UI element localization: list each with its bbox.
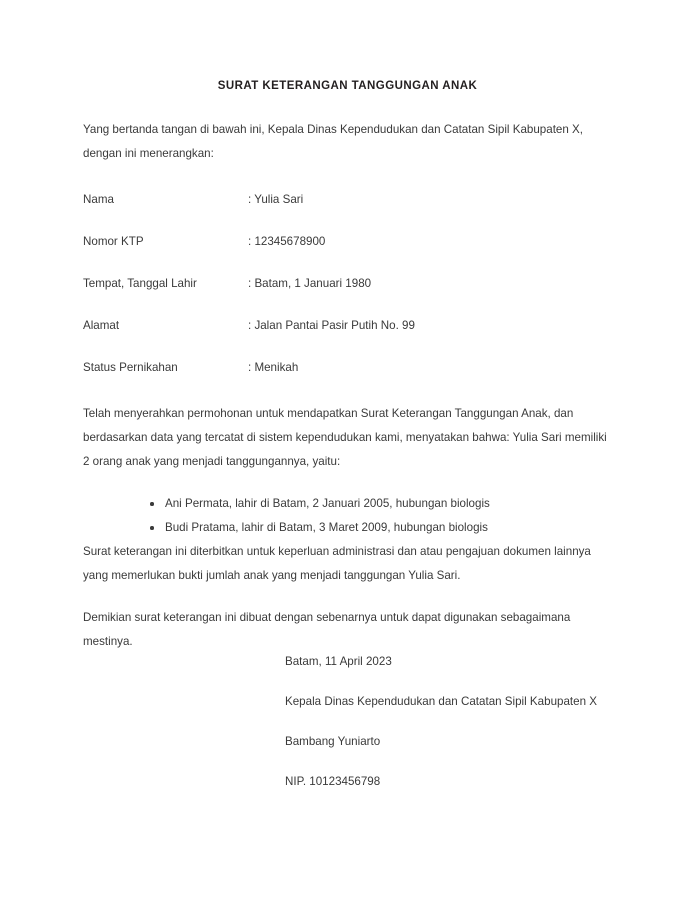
field-value-status-pernikahan: : Menikah — [248, 361, 299, 374]
field-label-tempat-tanggal-lahir: Tempat, Tanggal Lahir — [83, 277, 197, 290]
field-row — [83, 188, 615, 212]
field-row — [83, 230, 615, 254]
field-label-nomor-ktp: Nomor KTP — [83, 235, 144, 248]
field-value-alamat: : Jalan Pantai Pasir Putih No. 99 — [248, 319, 415, 332]
field-row — [83, 272, 615, 296]
field-row — [83, 356, 615, 380]
field-value-nomor-ktp: : 12345678900 — [248, 235, 326, 248]
signature-place-date: Batam, 11 April 2023 — [285, 655, 392, 668]
field-label-alamat: Alamat — [83, 319, 120, 332]
signature-block — [285, 650, 645, 794]
document-title: SURAT KETERANGAN TANGGUNGAN ANAK — [217, 80, 478, 92]
purpose-paragraph: Surat keterangan ini diterbitkan untuk keperluan administrasi dan atau pengajuan dokumen lainnya yang memerlukan bukti jumlah anak yang menjadi tanggungan Yulia Sari. — [83, 545, 591, 582]
children-list — [83, 492, 615, 540]
body-paragraph: Telah menyerahkan permohonan untuk mendapatkan Surat Keterangan Tanggungan Anak, dan berdasarkan data yang tercatat di sistem kependudukan kami, menyatakan bahwa: Yulia Sari memiliki 2 orang anak yang menjadi tanggungannya, yaitu: — [83, 407, 607, 468]
identity-fields — [83, 188, 615, 380]
signature-nip: NIP. 10123456798 — [285, 775, 381, 788]
document-body — [83, 118, 615, 654]
field-label-status-pernikahan: Status Pernikahan — [83, 361, 178, 374]
opening-paragraph: Yang bertanda tangan di bawah ini, Kepala Dinas Kependudukan dan Catatan Sipil Kabupaten X, dengan ini menerangkan: — [83, 123, 583, 160]
list-item: Ani Permata, lahir di Batam, 2 Januari 2005, hubungan biologis — [83, 492, 615, 516]
field-label-nama: Nama — [83, 193, 114, 206]
field-value-nama: : Yulia Sari — [248, 193, 304, 206]
signature-name: Bambang Yuniarto — [285, 735, 381, 748]
field-value-tempat-tanggal-lahir: : Batam, 1 Januari 1980 — [248, 277, 372, 290]
signature-position: Kepala Dinas Kependudukan dan Catatan Sipil Kabupaten X — [285, 695, 597, 708]
list-item: Budi Pratama, lahir di Batam, 3 Maret 2009, hubungan biologis — [83, 516, 615, 540]
closing-paragraph: Demikian surat keterangan ini dibuat dengan sebenarnya untuk dapat digunakan sebagaimana mestinya. — [83, 611, 571, 648]
field-row — [83, 314, 615, 338]
